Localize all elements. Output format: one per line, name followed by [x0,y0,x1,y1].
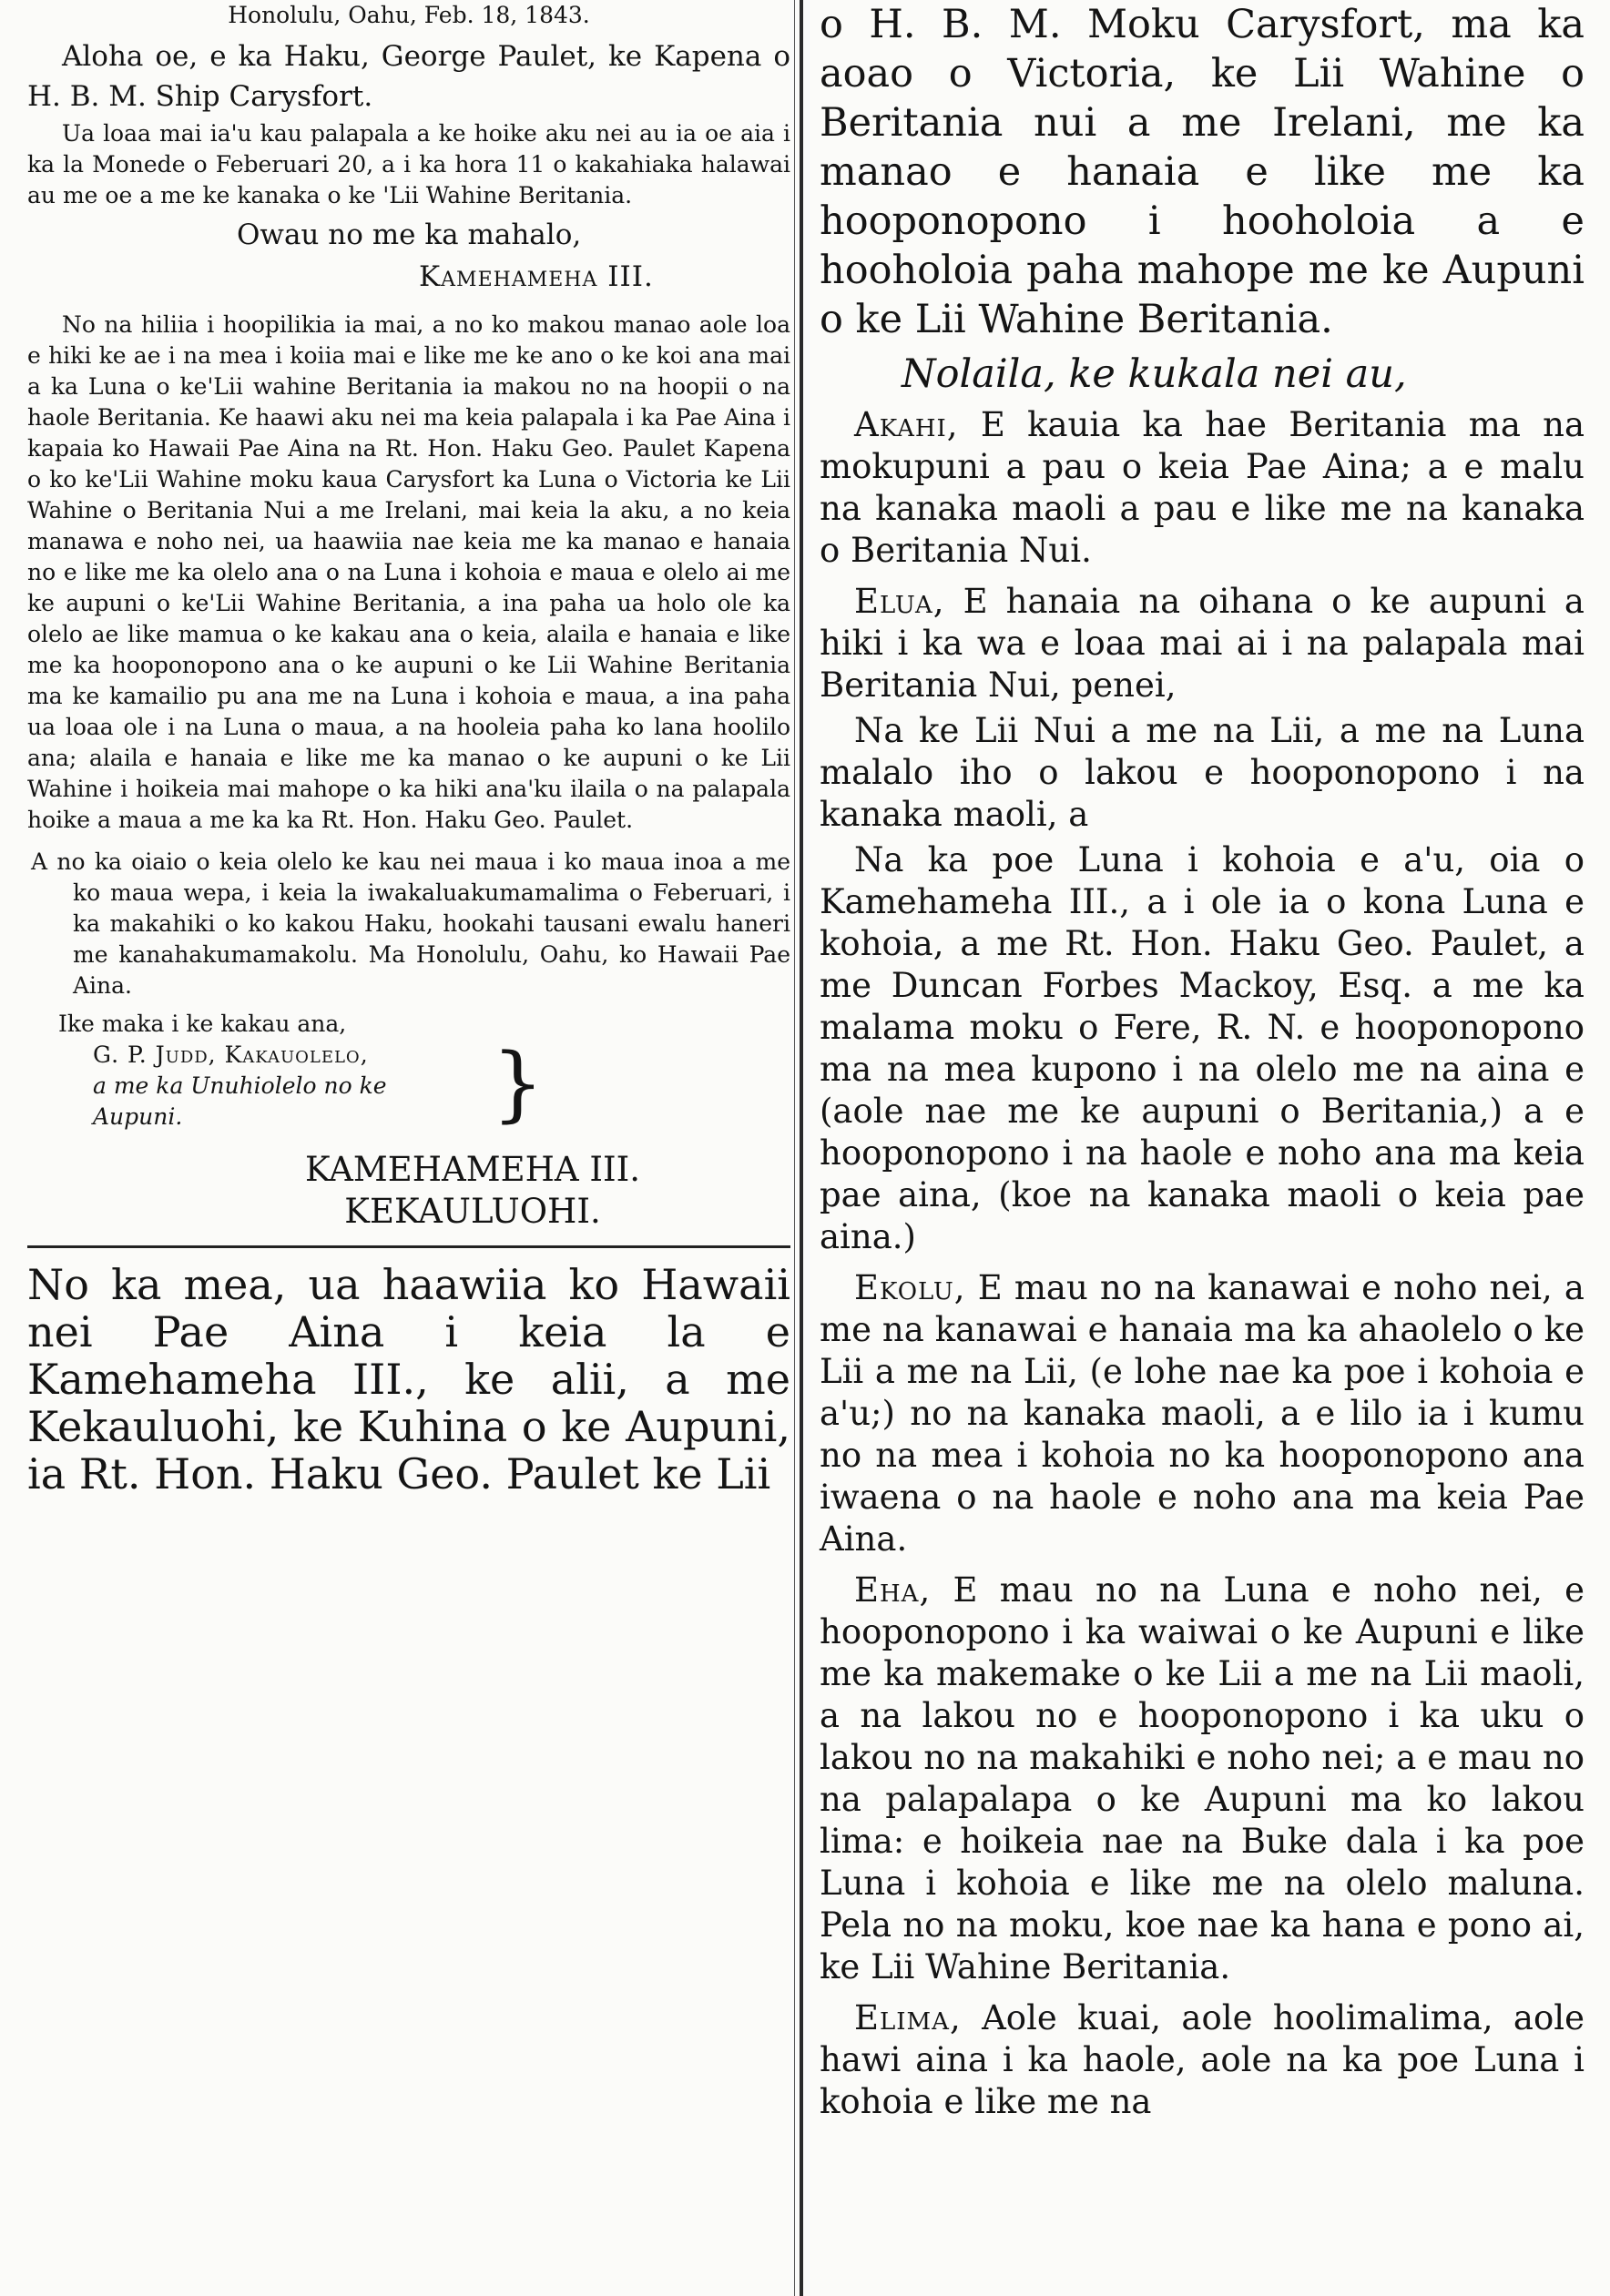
clause-ekolu-label: Ekolu, [854,1268,966,1307]
clause-eha-label: Eha, [854,1570,932,1610]
clause-elua-label: Elua, [854,582,945,621]
proclamation-nolaila: Nolaila, ke kukala nei au, [902,351,1407,397]
section-rule [27,1245,790,1248]
proclamation-start: No ka mea, ua haawiia ko Hawaii nei Pae Aina i keia la e Kamehameha III., ke alii, a me Kekauluohi, ke Kuhina o ke Aupuni, ia Rt. Hon. Haku Geo. Paulet ke Lii [27,1260,790,1498]
column-divider [800,0,803,2296]
attestation: A no ka oiaio o keia olelo ke kau nei maua i ko maua inoa a me ko maua wepa, i keia la iwakaluakumamalima o Feberuari, i ka makahiki o ko kakou Haku, hookahi tausani ewalu haneri me kanahakumamakolu. Ma Honolulu, Oahu, ko Hawaii Pae Aina. [31,848,790,999]
clause-elua [820,581,1585,706]
clause-eha-text: E mau no na Luna e noho nei, e hooponopono i ka waiwai o ke Aupuni e like me ka makemake o ke Lii a me na Lii maoli, a na lakou no e hooponopono i ka uku o lakou no na makahiki e noho nei; a e mau no na palapalapa o ke Aupuni ma ko lakou lima: e hoikeia nae na Buke dala i ka poe Luna i kohoia e like me na olelo maluna. Pela no na moku, koe nae ka hana e pono ai, ke Lii Wahine Beritania. [820,1570,1585,1986]
letter-salutation: Aloha oe, e ka Haku, George Paulet, ke Kapena o H. B. M. Ship Carysfort. [27,40,790,113]
letter-closing: Owau no me ka mahalo, [237,218,582,251]
proclamation-continuation: o H. B. M. Moku Carysfort, ma ka aoao o Victoria, ke Lii Wahine o Beritania nui a me Irelani, me ka manao e hanaia e like me ka hooponopono i hooholoia a e hooholoia paha mahope me ke Aupuni o ke Lii Wahine Beritania. [820,2,1585,342]
column-divider-thin [794,0,795,2296]
clause-eha [820,1570,1585,1988]
clause-akahi-text: E kauia ka hae Beritania ma na mokupuni a pau o keia Pae Aina; a e malu na kanaka maoli a pau e like me na kanaka o Beritania Nui. [820,405,1585,570]
letter-body: Ua loaa mai ia'u kau palapala a ke hoike aku nei au ia oe aia i ka la Monede o Feberuari 20, a i ka hora 11 o kakahiaka halawai au me oe a me ke kanaka o ke 'Lii Wahine Beritania. [27,120,790,208]
witness-line-2: a me ka Unuhiolelo no ke [93,1072,387,1099]
clause-ekolu [820,1267,1585,1560]
dateline: Honolulu, Oahu, Feb. 18, 1843. [228,2,590,28]
clause-elima [820,1997,1585,2123]
signatory-2: KEKAULUOHI. [344,1192,601,1231]
clause-elua-sub-2: Na ka poe Luna i kohoia e a'u, oia o Kamehameha III., a i ole ia o kona Luna e kohoia, a me Rt. Hon. Haku Geo. Paulet, a me Duncan Forbes Mackoy, Esq. a me ka malama moku o Fere, R. N. e hooponopono ma na mea kupono i na olelo me na aina e (aole nae me ke aupuni o Beritania,) a e hooponopono i na haole e noho ana ma keia pae aina, (koe na kanaka maoli o keia pae aina.) [820,840,1585,1256]
clause-akahi [820,404,1585,572]
witness-line-1: G. P. Judd, Kakauolelo, [93,1041,369,1068]
cession-body: No na hiliia i hoopilikia ia mai, a no ko makou manao aole loa e hiki ke ae i na mea i koiia mai e like me ke ano o ke koi ana mai a ka Luna o ke'Lii wahine Beritania ia makou no na hoopii o na haole Beritania. Ke haawi aku nei ma keia palapala i ka Pae Aina i kapaia ko Hawaii Pae Aina na Rt. Hon. Haku Geo. Paulet Kapena o ko ke'Lii Wahine moku kaua Carysfort ka Luna o Victoria ke Lii Wahine o Beritania Nui a me Irelani, mai keia la aku, a no keia manawa e noho nei, ua haawiia nae keia me ka manao e hanaia no e like me ka olelo ana o na Luna i kohoia e maua e olelo ai me ke aupuni o ke'Lii Wahine Beritania, a ina paha ua holo ole ka olelo ae like mamua o ke kakau ana o keia, alaila e hanaia e like me ka hooponopono ana o ke aupuni o ke Lii Wahine Beritania ma ke kamailio pu ana me na Luna i kohoia e maua, a ina paha ua loaa ole i na Luna o maua, a na hooleia paha ko lana hoolilo ana; alaila e hanaia e like me ka manao o ke aupuni o ke Lii Wahine i hoikeia mai mahope o ka hiki ana'ku ilaila o na palapala hoike a maua a me ka ka Rt. Hon. Haku Geo. Paulet. [27,311,790,833]
letter-signature: Kamehameha III. [419,260,654,293]
witness-block [27,1009,790,1133]
witness-line-3: Aupuni. [93,1103,183,1130]
clause-elima-text: Aole kuai, aole hoolimalima, aole hawi aina i ka haole, aole na ka poe Luna i kohoia e like me na [820,1998,1585,2121]
witness-signature [27,1036,790,1133]
signatory-1: KAMEHAMEHA III. [305,1150,640,1189]
clause-elua-sub-1: Na ke Lii Nui a me na Lii, a me na Luna malalo iho o lakou e hooponopono i na kanaka maoli, a [820,711,1585,834]
clause-elua-text: E hanaia na oihana o ke aupuni a hiki i ka wa e loaa mai ai i na palapala mai Beritania Nui, penei, [820,582,1585,705]
clause-akahi-label: Akahi, [854,405,959,444]
left-column [27,0,790,1498]
clause-elima-label: Elima, [854,1998,962,2037]
witness-label: Ike maka i ke kakau ana, [58,1011,347,1037]
right-column [820,0,1585,2123]
clause-ekolu-text: E mau no na kanawai e noho nei, a me na kanawai e hanaia ma ka ahaolelo o ke Lii a me na Lii, (e lohe nae ka poe i kohoia e a'u;) no na kanaka maoli, a e lilo ia i kumu no na mea i kohoia no ka hooponopono ana iwaena o na haole e noho ana ma keia Pae Aina. [820,1268,1585,1559]
brace-glyph: } [492,1036,545,1132]
